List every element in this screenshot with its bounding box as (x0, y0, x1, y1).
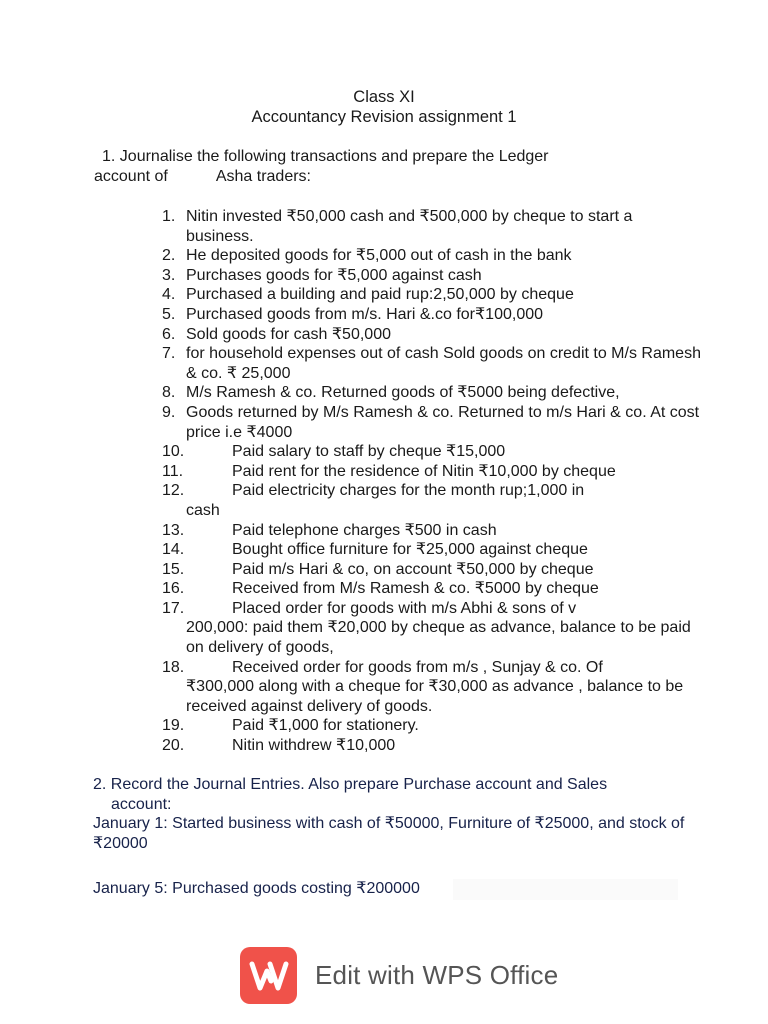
transaction-list (162, 207, 702, 756)
question-1-line1: 1. Journalise the following transactions and prepare the Ledger (102, 148, 549, 165)
wps-watermark-text: Edit with WPS Office (315, 960, 559, 990)
list-item-number: 17. (162, 599, 185, 617)
list-item (162, 246, 702, 266)
list-item (162, 325, 702, 345)
question-1 (94, 147, 654, 186)
page-subtitle: Accountancy Revision assignment 1 (251, 108, 517, 126)
list-item-text: for household expenses out of cash Sold goods on credit to M/s Ramesh & co. ₹ 25,000 (186, 345, 701, 382)
list-item-text: Purchased a building and paid rup:2,50,000 by cheque (186, 286, 574, 304)
list-item-number: 18. (162, 658, 185, 676)
question-1-line2 (94, 167, 654, 187)
question-2 (93, 775, 693, 899)
list-item (162, 266, 702, 286)
list-item-number: 19. (162, 717, 185, 735)
list-item-text: Bought office furniture for ₹25,000 against cheque (232, 541, 588, 559)
list-item-text: Paid electricity charges for the month rup;1,000 in (232, 482, 585, 500)
list-item (162, 285, 702, 305)
list-item (162, 658, 702, 717)
list-item (162, 736, 702, 756)
list-item (162, 599, 702, 658)
question-2-line2: account: (111, 795, 172, 813)
list-item-text: Nitin withdrew ₹10,000 (232, 737, 396, 755)
list-item-text: Received from M/s Ramesh & co. ₹5000 by cheque (232, 580, 599, 598)
list-item-continuation: 200,000: paid them ₹20,000 by cheque as advance, balance to be paid on delivery of goods, (186, 619, 691, 657)
list-item-text: He deposited goods for ₹5,000 out of cash in the bank (186, 247, 572, 265)
list-item-number: 5. (162, 305, 176, 323)
list-item-number: 10. (162, 443, 185, 461)
list-item (162, 716, 702, 736)
list-item-number: 11. (162, 462, 184, 480)
list-item-number: 15. (162, 560, 185, 578)
question-2-line1: 2. Record the Journal Entries. Also prepare Purchase account and Sales (93, 776, 608, 793)
list-item-number: 14. (162, 541, 185, 559)
list-item-text: Purchases goods for ₹5,000 against cash (186, 266, 482, 284)
list-item-text: Paid telephone charges ₹500 in cash (232, 521, 497, 539)
list-item-text: Purchased goods from m/s. Hari &.co for₹100,000 (186, 305, 544, 323)
list-item-text: M/s Ramesh & co. Returned goods of ₹5000 being defective, (186, 384, 620, 402)
list-item-number: 16. (162, 580, 185, 598)
list-item-text: Placed order for goods with m/s Abhi & sons of v (232, 599, 577, 617)
wps-logo-icon (240, 947, 297, 1004)
list-item (162, 579, 702, 599)
question-2-jan5: January 5: Purchased goods costing ₹200000 (93, 880, 420, 897)
list-item-text: Paid m/s Hari & co, on account ₹50,000 by cheque (232, 560, 594, 578)
list-item-number: 9. (162, 403, 176, 421)
list-item (162, 521, 702, 541)
wps-watermark[interactable] (240, 947, 558, 1004)
list-item (162, 540, 702, 560)
list-item-number: 3. (162, 266, 176, 284)
list-item-number: 4. (162, 286, 176, 304)
list-item (162, 560, 702, 580)
list-item-continuation: ₹300,000 along with a cheque for ₹30,000 as advance , balance to be received against delivery of goods. (186, 678, 684, 715)
list-item-number: 1. (162, 208, 176, 225)
list-item-text: Received order for goods from m/s , Sunjay & co. Of (232, 658, 603, 676)
list-item-number: 20. (162, 737, 185, 755)
list-item-text: Paid salary to staff by cheque ₹15,000 (232, 443, 506, 461)
list-item-number: 7. (162, 345, 176, 363)
list-item (162, 462, 702, 482)
list-item-text: Paid ₹1,000 for stationery. (232, 717, 419, 735)
list-item-continuation: cash (186, 501, 220, 519)
list-item-text: Goods returned by M/s Ramesh & co. Returned to m/s Hari & co. At cost price i.e ₹4000 (186, 403, 700, 441)
page-title: Class XI (353, 88, 415, 106)
list-item-text: Nitin invested ₹50,000 cash and ₹500,000 by cheque to start a business. (186, 208, 633, 245)
question-2-jan1: January 1: Started business with cash of ₹50000, Furniture of ₹25000, and stock of ₹20000 (93, 815, 685, 852)
question-2-jan5-wrap (93, 879, 693, 899)
list-item (162, 207, 702, 246)
question-1-line2a: account of (94, 167, 168, 185)
list-item (162, 442, 702, 462)
question-1-line2b: Asha traders: (215, 167, 311, 185)
list-item-text: Paid rent for the residence of Nitin ₹10,000 by cheque (232, 462, 616, 480)
list-item (162, 403, 702, 442)
list-item-number: 8. (162, 384, 176, 402)
list-item (162, 344, 702, 383)
list-item-number: 13. (162, 521, 185, 539)
list-item (162, 383, 702, 403)
list-item-number: 6. (162, 325, 176, 343)
list-item (162, 305, 702, 325)
list-item (162, 481, 702, 520)
list-item-number: 2. (162, 247, 176, 265)
list-item-text: Sold goods for cash ₹50,000 (186, 325, 391, 343)
list-item-number: 12. (162, 482, 185, 500)
